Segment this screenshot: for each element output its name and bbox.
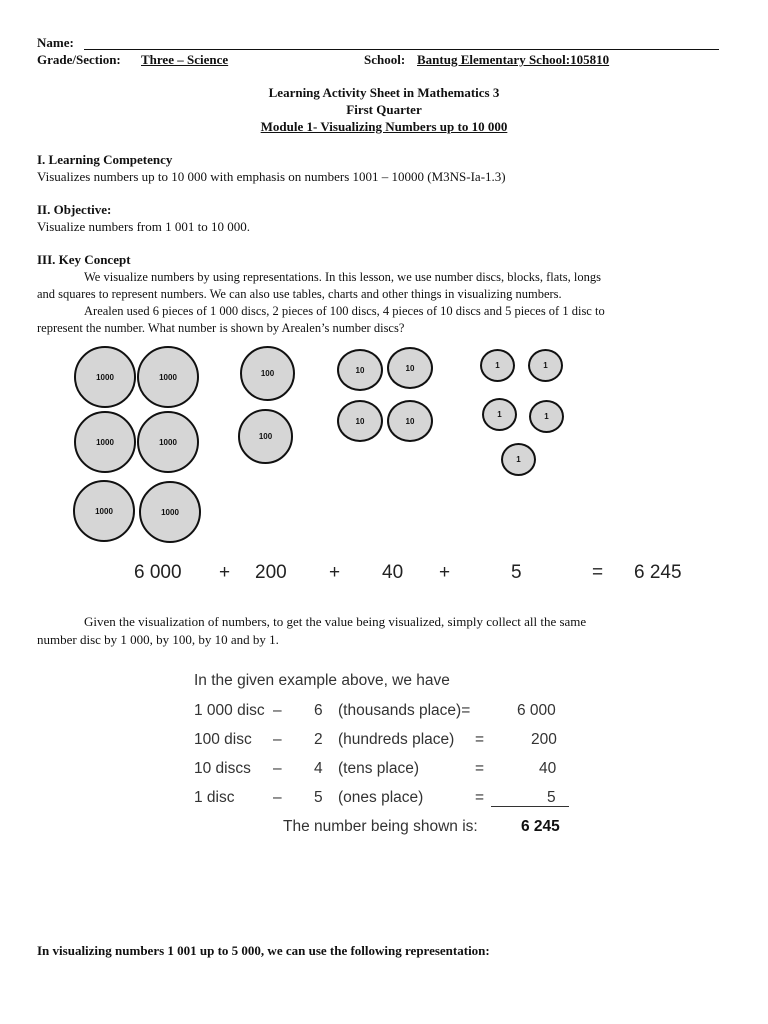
total-label: The number being shown is: [283,818,478,835]
disc-1: 1 [501,443,536,476]
title-line1: Learning Activity Sheet in Mathematics 3 [268,85,500,100]
row-dash: – [273,760,282,777]
disc-10: 10 [387,400,433,442]
row-disc: 1 disc [194,789,235,806]
disc-1000: 1000 [74,411,136,473]
equation-plus: + [439,562,451,583]
grade-value: Three – Science [141,52,229,67]
row-disc: 100 disc [194,731,252,748]
disc-10: 10 [387,347,433,389]
row-disc: 10 discs [194,760,251,777]
disc-1000: 1000 [74,346,136,408]
equation-ones: 5 [511,562,522,583]
key-p1-l2: and squares to represent numbers. We can also use tables, charts and other things in visualizing numbers. [37,287,562,301]
disc-1000: 1000 [137,346,199,408]
total-value: 6 245 [521,818,560,835]
disc-10: 10 [337,349,383,391]
equation-thousands: 6 000 [134,562,182,583]
key-p1-l1: We visualize numbers by using representations. In this lesson, we use number discs, blocks, flats, longs [84,270,601,284]
row-place: (thousands place)= [338,702,471,719]
explanation-l1: Given the visualization of numbers, to get the value being visualized, simply collect all the same [84,614,587,629]
row-disc: 1 000 disc [194,702,265,719]
row-equals: = [475,760,485,777]
objective-heading: II. Objective: [37,202,112,217]
sum-underline [491,806,569,807]
objective-text: Visualize numbers from 1 001 to 10 000. [37,219,250,234]
disc-1000: 1000 [73,480,135,542]
row-value: 200 [531,731,557,748]
row-place: (hundreds place) [338,731,455,748]
row-value: 40 [539,760,557,777]
row-value: 6 000 [517,702,556,719]
name-label: Name: [37,35,74,50]
grade-label: Grade/Section: [37,52,121,67]
row-equals: = [475,731,485,748]
row-dash: – [273,731,282,748]
equation-result: 6 245 [634,562,682,583]
competency-heading: I. Learning Competency [37,152,173,167]
key-concept-heading: III. Key Concept [37,252,131,267]
disc-1: 1 [480,349,515,382]
equation-plus: + [219,562,231,583]
title-line2: First Quarter [346,102,422,117]
disc-1000: 1000 [139,481,201,543]
row-equals: = [475,789,485,806]
row-count: 2 [314,731,323,748]
school-label: School: [364,52,406,67]
disc-1: 1 [528,349,563,382]
row-count: 6 [314,702,323,719]
footer-text: In visualizing numbers 1 001 up to 5 000, we can use the following representation: [37,943,490,958]
key-p2-l1: Arealen used 6 pieces of 1 000 discs, 2 pieces of 100 discs, 4 pieces of 10 discs and 5 pieces of 1 disc to [84,304,605,318]
disc-1: 1 [529,400,564,433]
row-count: 5 [314,789,323,806]
disc-1: 1 [482,398,517,431]
row-place: (ones place) [338,789,424,806]
row-value: 5 [547,789,556,806]
equation-plus: + [329,562,341,583]
disc-100: 100 [240,346,295,401]
row-dash: – [273,702,282,719]
equation-hundreds: 200 [255,562,287,583]
disc-10: 10 [337,400,383,442]
competency-text: Visualizes numbers up to 10 000 with emphasis on numbers 1001 – 10000 (M3NS-Ia-1.3) [37,169,506,184]
disc-100: 100 [238,409,293,464]
name-field-line[interactable] [84,49,719,50]
row-place: (tens place) [338,760,419,777]
title-module: Module 1- Visualizing Numbers up to 10 000 [260,119,508,134]
equation-equals: = [592,562,604,583]
row-count: 4 [314,760,323,777]
key-p2-l2: represent the number. What number is shown by Arealen’s number discs? [37,321,405,335]
row-dash: – [273,789,282,806]
equation-tens: 40 [382,562,404,583]
school-value: Bantug Elementary School:105810 [417,52,610,67]
explanation-l2: number disc by 1 000, by 100, by 10 and by 1. [37,632,279,647]
disc-1000: 1000 [137,411,199,473]
example-intro: In the given example above, we have [194,672,450,689]
